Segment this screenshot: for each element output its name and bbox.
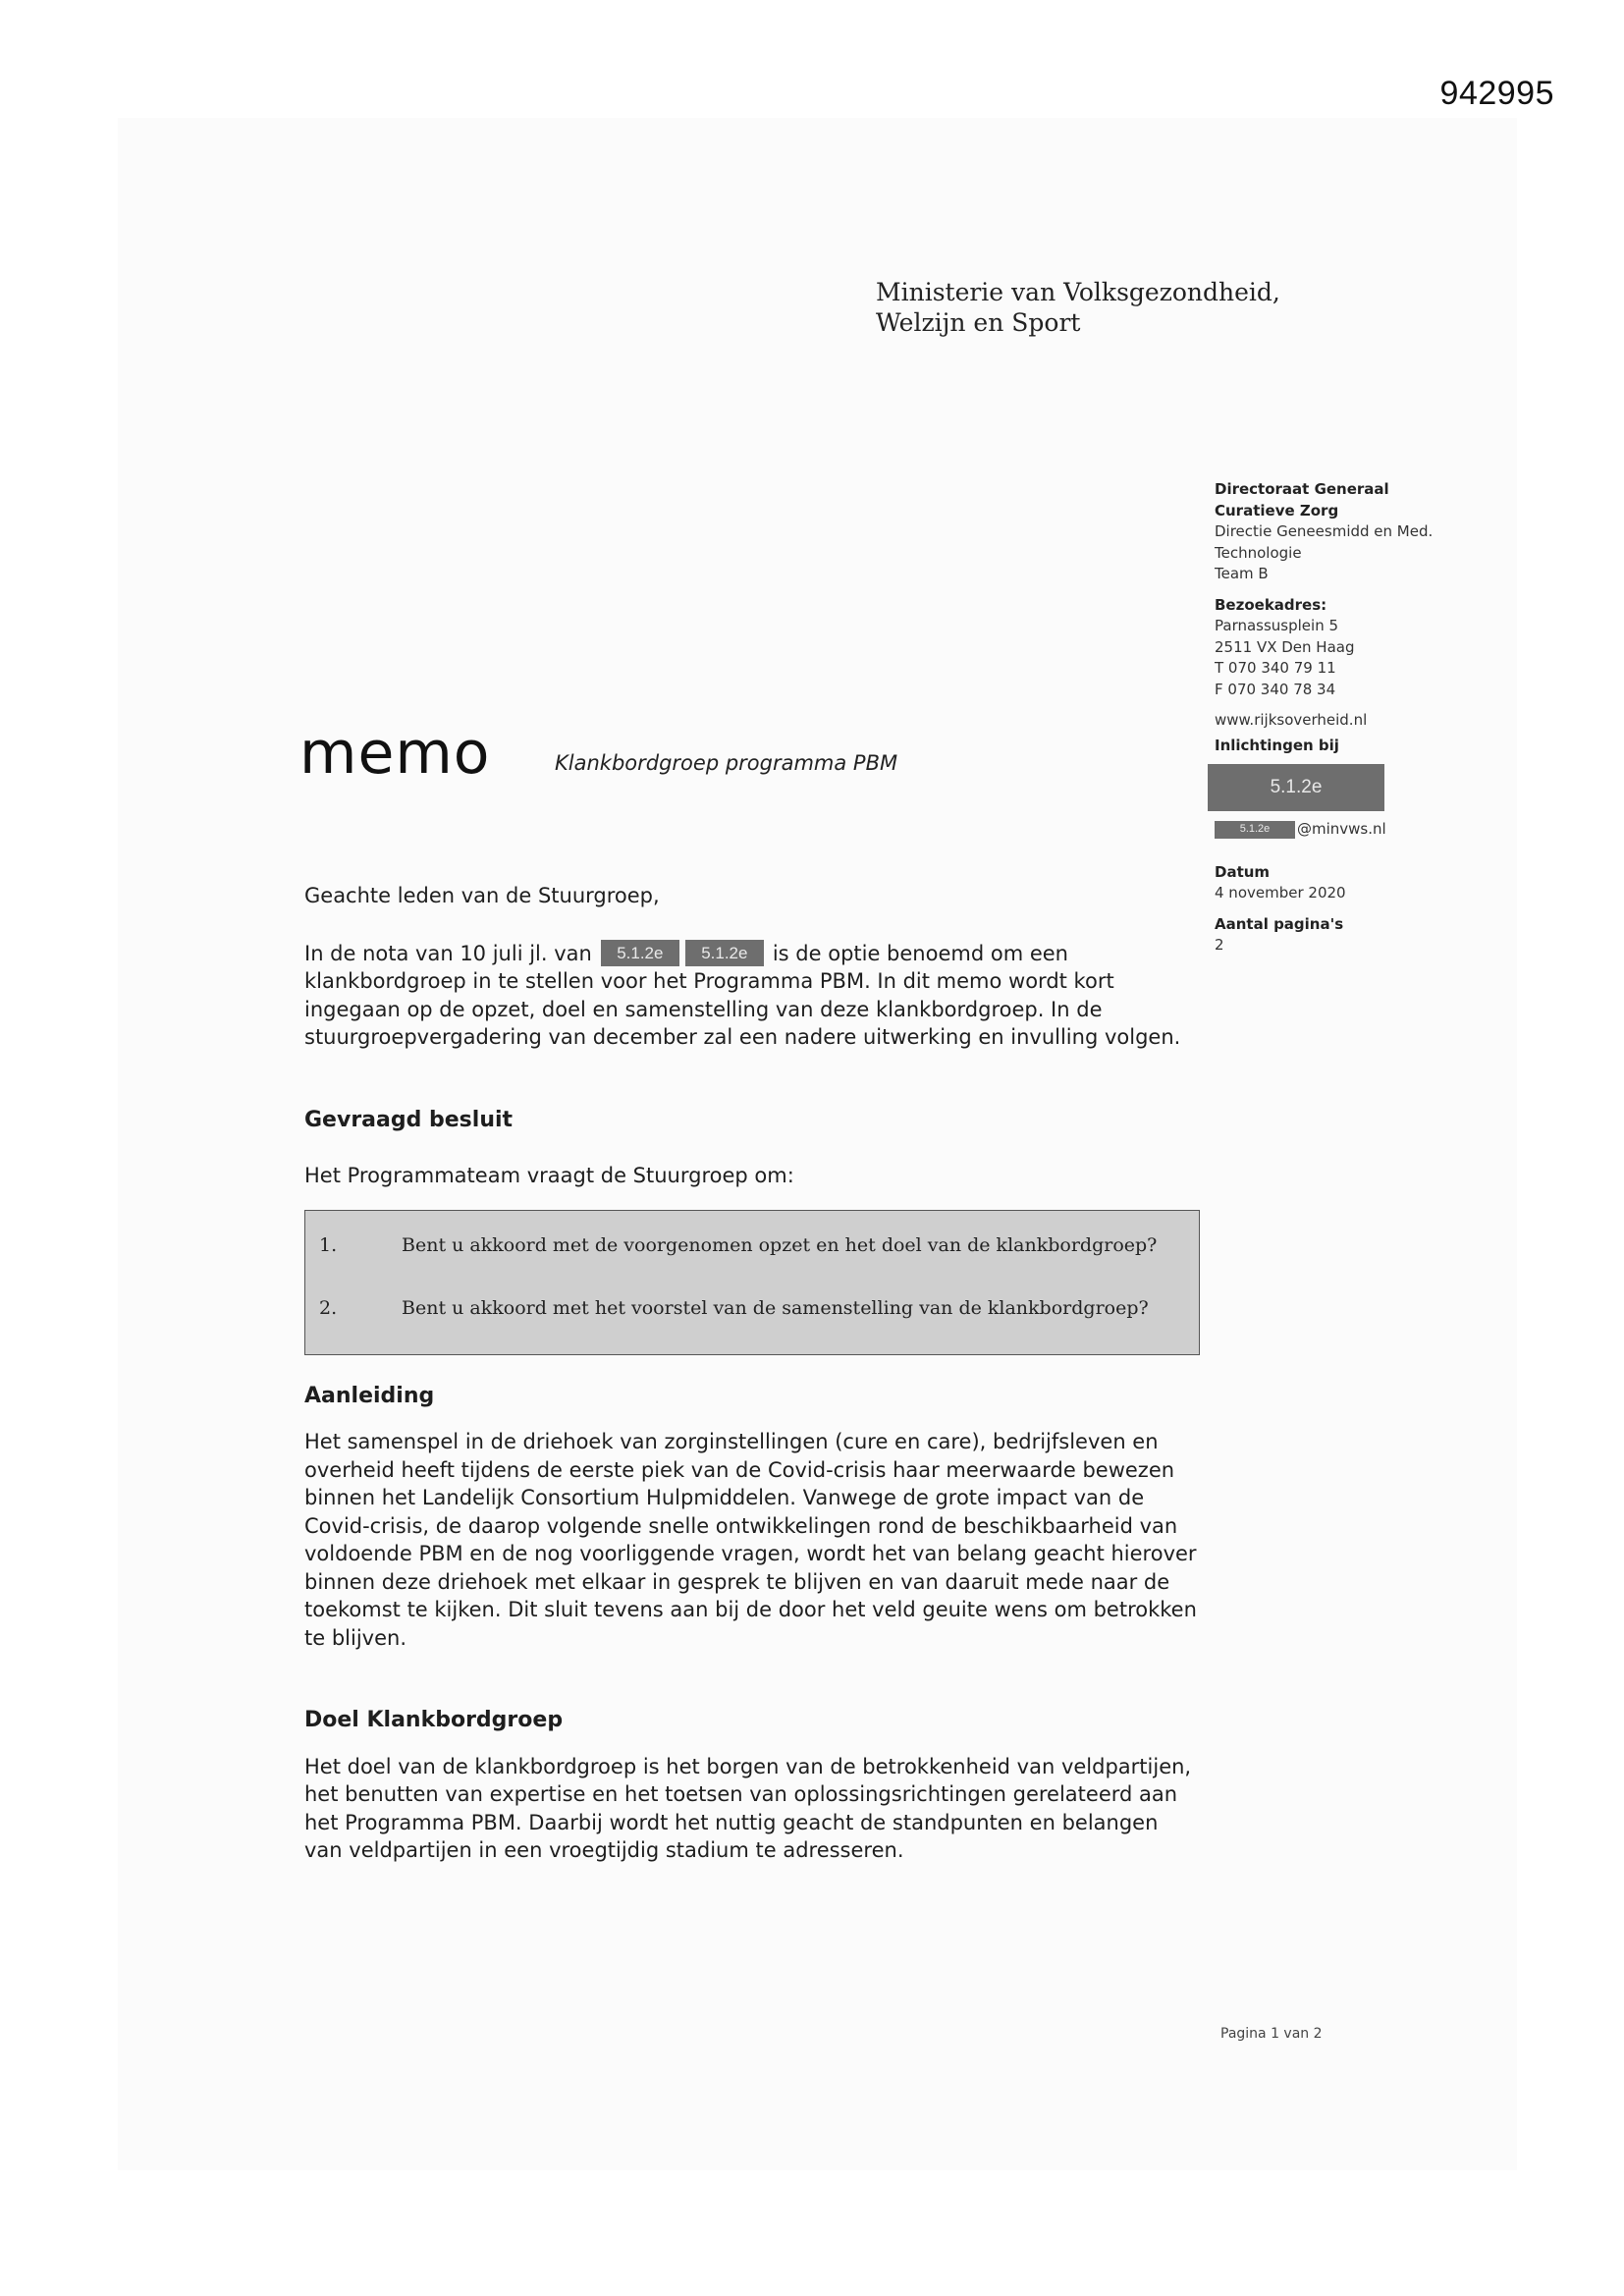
- sender-info-column: [1215, 479, 1509, 957]
- email-domain: @minvws.nl: [1297, 820, 1386, 838]
- document-number: 942995: [1439, 75, 1554, 112]
- ministry-line-2: Welzijn en Sport: [876, 308, 1081, 337]
- fax-number: F 070 340 78 34: [1215, 680, 1336, 698]
- department-line: Technologie: [1215, 543, 1302, 562]
- redaction-box: 5.1.2e: [1208, 764, 1384, 811]
- section-heading-decision: Gevraagd besluit: [304, 1107, 514, 1132]
- visit-address-label: Bezoekadres:: [1215, 595, 1327, 614]
- date-label: Datum: [1215, 862, 1271, 881]
- redaction-box: 5.1.2e: [601, 940, 679, 966]
- website-link: www.rijksoverheid.nl: [1215, 711, 1368, 729]
- aanleiding-paragraph: Het samenspel in de driehoek van zorginstellingen (cure en care), bedrijfsleven en overheid heeft tijdens de eerste piek van de Covid-crisis haar meerwaarde bewezen binnen het Landelijk Consortium Hulpmiddelen. Vanwege de grote impact van de Covid-crisis, de daarop volgende snelle ontwikkelingen rond de beschikbaarheid van voldoende PBM en de nog voorliggende vragen, wordt het van belang geacht hierover binnen deze driehoek met elkaar in gesprek te blijven en van daaruit mede naar de toekomst te kijken. Dit sluit tevens aan bij de door het veld geuite wens om betrokken te blijven.: [304, 1430, 1197, 1650]
- intro-paragraph: klankbordgroep in te stellen voor het Programma PBM. In dit memo wordt kort ingegaan op de opzet, doel en samenstelling van deze klankbordgroep. In de stuurgroepvergadering van december zal een nadere uitwerking en invulling volgen.: [304, 969, 1181, 1049]
- pages-value: 2: [1215, 936, 1224, 954]
- pages-label: Aantal pagina's: [1215, 914, 1344, 933]
- address-line: 2511 VX Den Haag: [1215, 637, 1355, 656]
- memo-title: memo: [299, 719, 491, 788]
- intro-text-continued: is de optie benoemd om een: [772, 941, 1068, 965]
- department-line: Directoraat Generaal: [1215, 480, 1389, 498]
- department-line: Directie Geneesmidd en Med.: [1215, 522, 1434, 540]
- section-heading-aanleiding: Aanleiding: [304, 1383, 435, 1408]
- greeting: Geachte leden van de Stuurgroep,: [304, 884, 660, 907]
- date-value: 4 november 2020: [1215, 884, 1346, 902]
- decision-number: 1.: [319, 1234, 338, 1257]
- decision-intro: Het Programmateam vraagt de Stuurgroep om:: [304, 1164, 794, 1187]
- decision-number: 2.: [319, 1297, 338, 1320]
- decision-text: Bent u akkoord met de voorgenomen opzet en het doel van de klankbordgroep?: [402, 1234, 1158, 1257]
- intro-first-line: [304, 940, 1200, 968]
- page-indicator: Pagina 1 van 2: [1220, 2026, 1323, 2042]
- decision-box: [304, 1210, 1200, 1355]
- decision-item: [319, 1215, 1185, 1278]
- ministry-line-1: Ministerie van Volksgezondheid,: [876, 278, 1280, 306]
- phone-number: T 070 340 79 11: [1215, 659, 1336, 677]
- ministry-logo-text: [876, 277, 1280, 338]
- department-line: Curatieve Zorg: [1215, 501, 1339, 519]
- memo-subject: Klankbordgroep programma PBM: [555, 751, 898, 775]
- contact-email: [1215, 819, 1509, 841]
- memo-body: [304, 882, 1200, 1865]
- decision-text: Bent u akkoord met het voorstel van de samenstelling van de klankbordgroep?: [402, 1297, 1149, 1320]
- section-heading-doel: Doel Klankbordgroep: [304, 1708, 564, 1732]
- redaction-box: 5.1.2e: [1215, 821, 1295, 839]
- address-line: Parnassusplein 5: [1215, 617, 1339, 634]
- department-line: Team B: [1215, 565, 1269, 582]
- info-label: Inlichtingen bij: [1215, 736, 1339, 754]
- decision-item: [319, 1278, 1185, 1340]
- doel-paragraph: Het doel van de klankbordgroep is het borgen van de betrokkenheid van veldpartijen, het benutten van expertise en het toetsen van oplossingsrichtingen gerelateerd aan het Programma PBM. Daarbij wordt het nuttig geacht de standpunten en belangen van veldpartijen in een vroegtijdig stadium te adresseren.: [304, 1754, 1192, 1862]
- intro-text-start: In de nota van 10 juli jl. van: [304, 941, 592, 965]
- redaction-box: 5.1.2e: [685, 940, 764, 966]
